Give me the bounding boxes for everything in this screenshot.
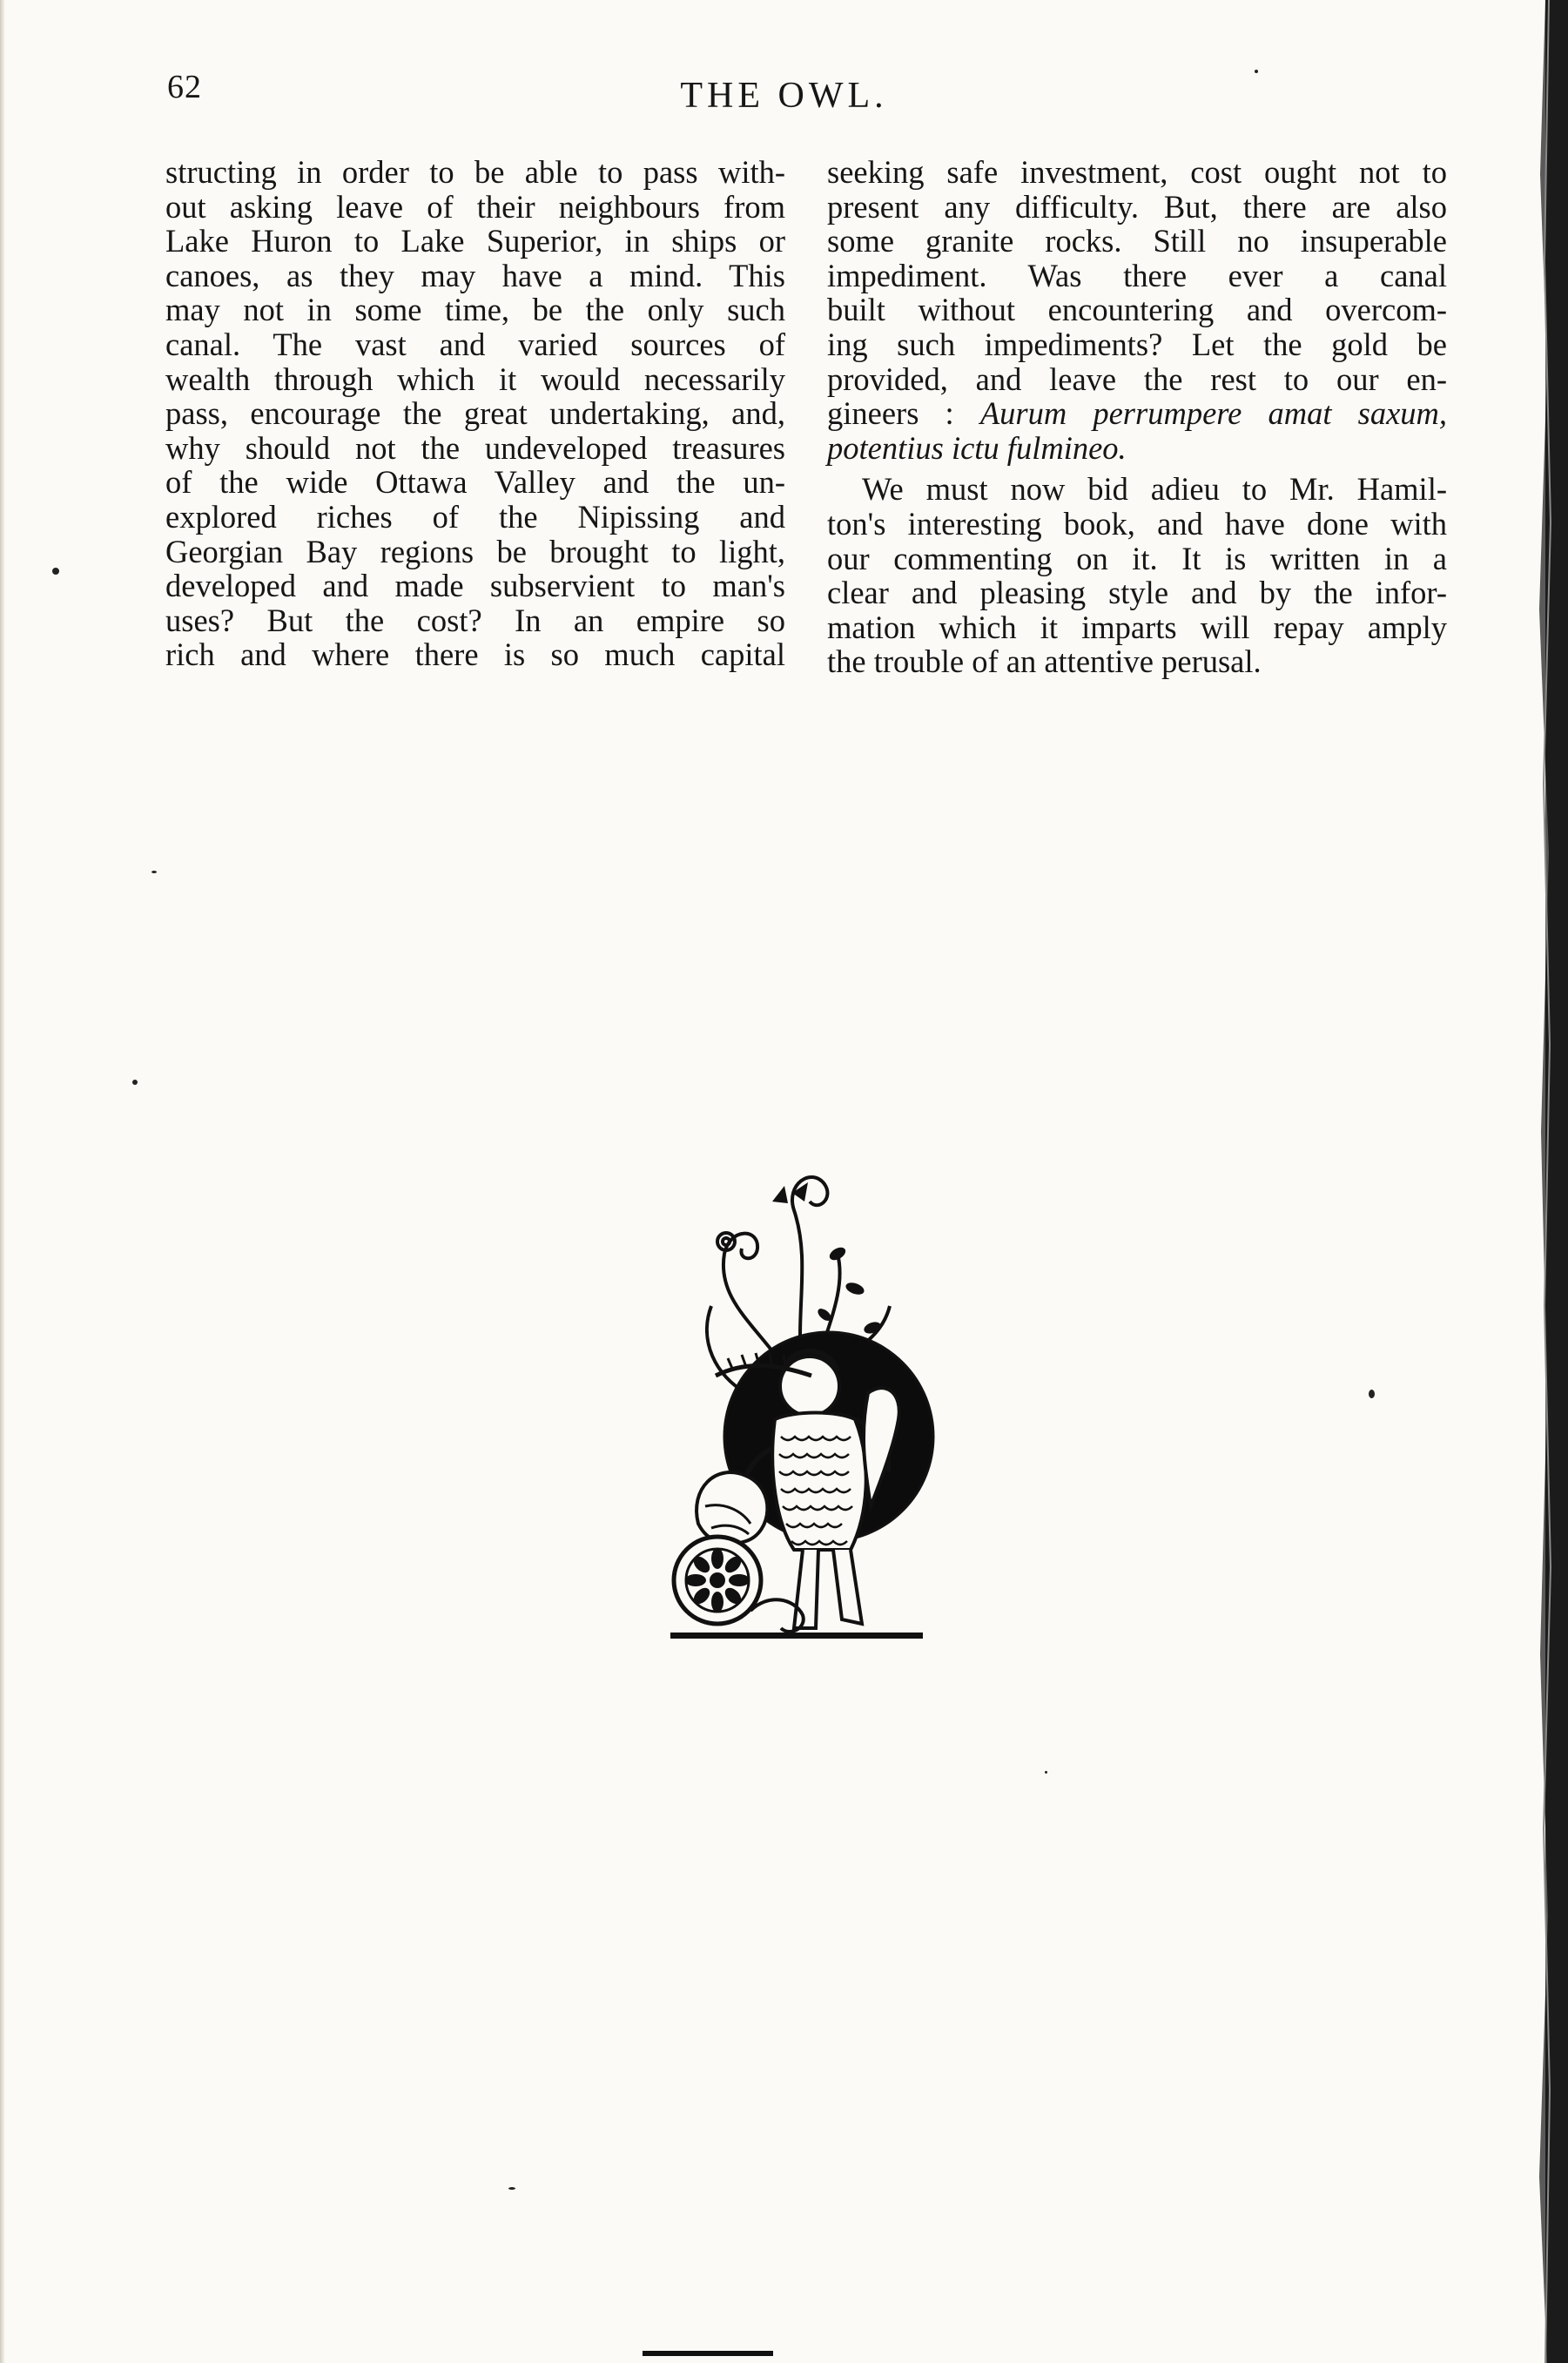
- text-line: may not in some time, be the only such: [165, 292, 785, 328]
- page-number: 62: [167, 69, 202, 105]
- text-line: the trouble of an attentive perusal.: [827, 643, 1262, 680]
- text-line: ing such impediments? Let the gold be: [827, 326, 1447, 362]
- latin-quote-part-1: Aurum perrumpere amat saxum,: [979, 395, 1448, 432]
- latin-quote-part-2: potentius ictu fulmineo.: [827, 429, 1127, 466]
- text-line: present any difficulty. But, there are also: [827, 188, 1447, 225]
- text-line: some granite rocks. Still no insuperable: [827, 223, 1447, 259]
- text-line: why should not the undeveloped treasures: [165, 429, 785, 466]
- text-line-with-latin: [827, 396, 1447, 431]
- text-line: structing in order to be able to pass with-: [165, 154, 785, 190]
- text-line: pass, encourage the great undertaking, and,: [165, 395, 785, 432]
- print-speck: [1255, 70, 1258, 73]
- print-speck: [52, 568, 59, 575]
- text-line: impediment. Was there ever a canal: [827, 257, 1447, 293]
- page-left-edge: [0, 0, 5, 2363]
- text-line: developed and made subservient to man's: [165, 568, 785, 604]
- print-speck: [1045, 1771, 1047, 1774]
- text-run: gineers :: [827, 395, 980, 432]
- text-line: explored riches of the Nipissing and: [165, 498, 785, 535]
- text-line: We must now bid adieu to Mr. Hamil-: [862, 471, 1447, 508]
- text-line: canoes, as they may have a mind. This: [165, 257, 785, 293]
- page-right-edge-shadow: [1537, 0, 1568, 2363]
- latin-quote-part-2-line: [827, 431, 1447, 466]
- text-line: out asking leave of their neighbours from: [165, 188, 785, 225]
- text-line: clear and pleasing style and by the infor-: [827, 575, 1447, 611]
- bottom-rule: [643, 2351, 773, 2356]
- text-line: seeking safe investment, cost ought not to: [827, 154, 1447, 190]
- text-line: Lake Huron to Lake Superior, in ships or: [165, 223, 785, 259]
- left-column: [165, 155, 785, 672]
- text-line: Georgian Bay regions be brought to light,: [165, 533, 785, 569]
- text-line: mation which it imparts will repay amply: [827, 609, 1447, 645]
- print-speck: [132, 1080, 138, 1085]
- text-line: canal. The vast and varied sources of: [165, 326, 785, 362]
- text-line: rich and where there is so much capital: [165, 636, 785, 673]
- print-speck: [151, 871, 157, 873]
- text-line: built without encountering and overcom-: [827, 292, 1447, 328]
- text-line: uses? But the cost? In an empire so: [165, 602, 785, 638]
- text-line: provided, and leave the rest to our en-: [827, 360, 1447, 397]
- print-speck: [1369, 1390, 1375, 1398]
- text-line: of the wide Ottawa Valley and the un-: [165, 464, 785, 501]
- text-line: ton's interesting book, and have done with: [827, 505, 1447, 542]
- print-speck: [508, 2187, 515, 2190]
- running-title: THE OWL.: [680, 76, 888, 116]
- cherub-tailpiece-ornament: [663, 1158, 951, 1672]
- right-column: [827, 155, 1447, 679]
- text-line: wealth through which it would necessarily: [165, 360, 785, 397]
- text-line: our commenting on it. It is written in a: [827, 540, 1447, 576]
